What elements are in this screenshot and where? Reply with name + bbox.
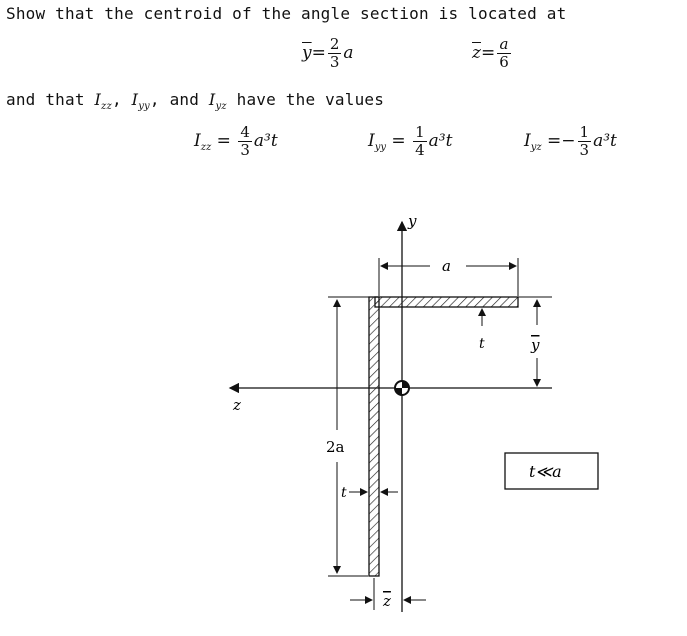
- izz-num: 4: [240, 123, 250, 141]
- text-and-that: and that: [6, 90, 85, 109]
- vertical-leg: [369, 297, 379, 576]
- iyy-lhs: I: [368, 131, 375, 151]
- iyy-sub: yy: [138, 101, 150, 112]
- y-axis-label: y: [408, 212, 417, 230]
- iyy-equation: $I_{yy}$ = $\frac{1}{4}$ a³t: [368, 123, 453, 159]
- iyz-lhs-sub: yz: [530, 142, 542, 153]
- dim-t-top-label: t: [479, 336, 485, 352]
- centroid-y-equation: $\overline{y}=$ $\frac{2}{3}$ a: [302, 35, 354, 71]
- iyz-rhs: a³t: [593, 131, 617, 151]
- izz-equation: $I_{zz}$ = $\frac{4}{3}$ a³t: [194, 123, 278, 159]
- dim-zbar-label: z: [383, 592, 391, 610]
- ybar-symbol: $\overline{y}$: [302, 43, 312, 63]
- izz-den: 3: [240, 141, 250, 159]
- iyy-num: 1: [415, 123, 425, 141]
- centroid-z-equation: $\overline{z}=$ $\frac{a}{6}$: [472, 35, 509, 71]
- iyy-den: 4: [415, 141, 425, 159]
- iyy-rhs: a³t: [428, 131, 453, 151]
- izz-letter: I: [94, 90, 102, 109]
- dim-a-label: a: [442, 257, 451, 275]
- iyz-letter: I: [208, 90, 216, 109]
- izz-rhs: a³t: [253, 131, 278, 151]
- text-and: and: [169, 90, 200, 109]
- horizontal-leg: [375, 297, 518, 307]
- iyz-equation: $I_{yz}$ =− $\frac{1}{3}$ a³t: [524, 123, 617, 159]
- dim-ybar-label: y: [531, 336, 540, 354]
- problem-statement-line2: and that $I_{zz}$, $I_{yy}$, and $I_{yz}$ have the values: [6, 90, 385, 112]
- iyy-lhs-sub: yy: [374, 142, 387, 153]
- zbar-symbol: $\overline{z}$: [472, 43, 481, 63]
- iyz-lhs: I: [524, 131, 531, 151]
- iyz-sub: yz: [215, 101, 227, 112]
- z-den: 6: [499, 53, 509, 71]
- dim-t-left-label: t: [341, 485, 347, 501]
- note-box-text: t≪a: [529, 462, 562, 481]
- problem-statement-line1: Show that the centroid of the angle section is located at: [6, 4, 567, 23]
- dim-2a-label: 2a: [326, 438, 345, 456]
- iyz-num: 1: [579, 123, 590, 141]
- izz-sub: zz: [101, 101, 112, 112]
- text-have-values: have the values: [236, 90, 385, 109]
- iyy-letter: I: [131, 90, 139, 109]
- z-axis-label: z: [233, 396, 241, 414]
- izz-lhs-sub: zz: [200, 142, 212, 153]
- izz-lhs: I: [194, 131, 201, 151]
- y-num: 2: [329, 35, 340, 53]
- y-den: 3: [329, 53, 340, 71]
- y-var: a: [343, 43, 354, 63]
- z-num: a: [499, 35, 509, 53]
- iyz-sign: −: [561, 131, 576, 151]
- iyz-den: 3: [579, 141, 590, 159]
